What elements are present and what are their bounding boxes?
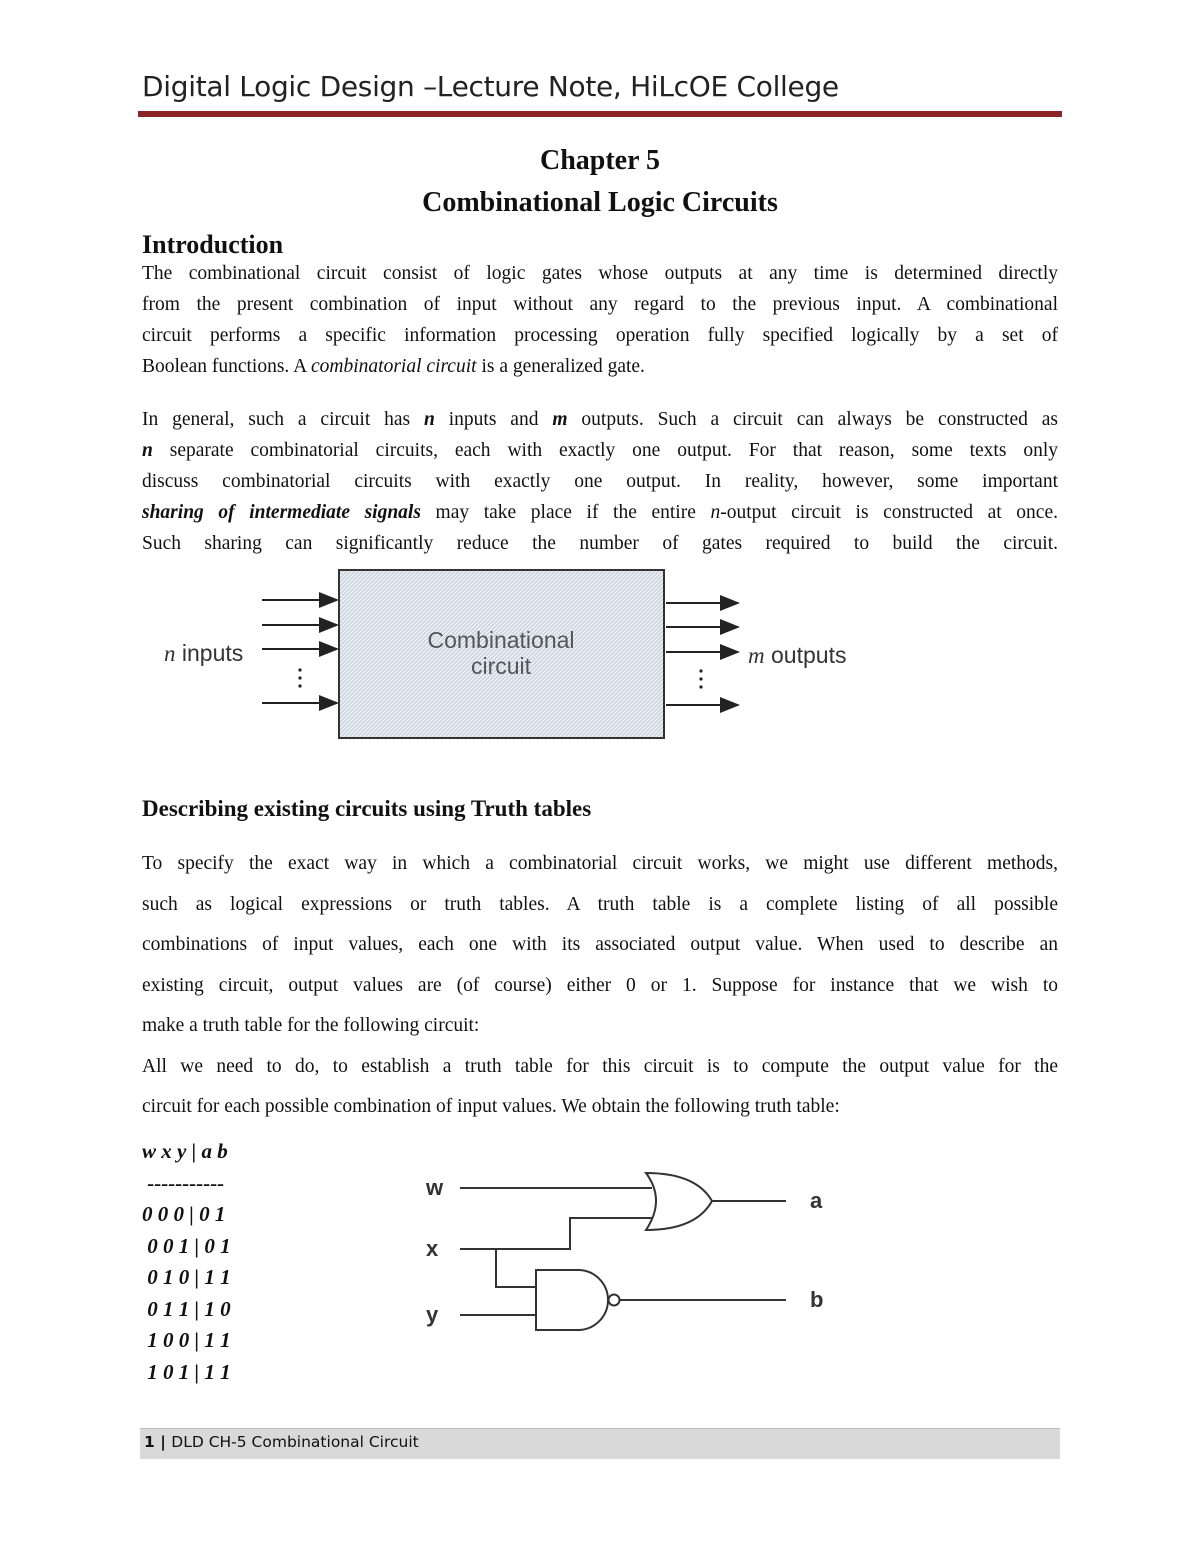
- text-line: [142, 404, 1058, 435]
- outputs-text: outputs: [764, 642, 847, 668]
- outputs-var: m: [748, 643, 765, 668]
- inputs-text: inputs: [175, 640, 244, 666]
- intro-paragraph: [142, 258, 1058, 382]
- text-run: is a generalized gate.: [476, 356, 645, 377]
- var-n: n: [142, 440, 153, 461]
- truth-table-row: 0 0 0 | 0 1: [142, 1202, 226, 1226]
- text-run: inputs and: [434, 409, 553, 430]
- input-label-y: y: [426, 1302, 439, 1327]
- output-ellipsis: [699, 669, 702, 688]
- text-line: [142, 497, 1058, 528]
- box-label-line2: circuit: [470, 653, 532, 679]
- text-line: All we need to do, to establish a truth table for this circuit is to compute the output value for the: [142, 1055, 1058, 1077]
- truth-table: [142, 1136, 231, 1388]
- input-arrows: [262, 600, 337, 703]
- var-m: m: [552, 409, 568, 430]
- footer: [144, 1433, 419, 1451]
- chapter-title: Combinational Logic Circuits: [422, 187, 778, 218]
- nand-bubble: [609, 1295, 620, 1306]
- var-n: n: [424, 409, 435, 430]
- text-line: combinations of input values, each one with its associated output value. When used to describe an: [142, 934, 1058, 955]
- truth-table-row: 0 1 0 | 1 1: [142, 1265, 231, 1289]
- text-run: outputs. Such a circuit can always be constructed as: [567, 409, 1058, 430]
- text-line: circuit performs a specific information processing operation fully specified logically by a set of: [142, 325, 1058, 346]
- output-label-a: a: [810, 1188, 823, 1213]
- header-rule: [138, 111, 1062, 117]
- text-line: To specify the exact way in which a combinatorial circuit works, we might use different methods,: [142, 853, 1058, 874]
- footer-text: DLD CH-5 Combinational Circuit: [171, 1433, 419, 1451]
- or-gate: [646, 1173, 712, 1230]
- text-run: Boolean functions. A: [142, 356, 311, 377]
- truth-table-row: 1 0 0 | 1 1: [142, 1328, 231, 1352]
- text-line: circuit for each possible combination of input values. We obtain the following truth table:: [142, 1096, 840, 1117]
- truth-table-header: w x y | a b: [142, 1139, 228, 1163]
- running-header: Digital Logic Design –Lecture Note, HiLcOE College: [142, 70, 839, 103]
- text-run: may take place if the entire: [420, 502, 711, 523]
- italic-term: combinatorial circuit: [311, 356, 477, 377]
- general-paragraph: [142, 404, 1058, 559]
- combinational-block-diagram: [150, 560, 890, 750]
- truth-tables-heading: Describing existing circuits using Truth tables: [142, 796, 592, 821]
- nand-gate: [536, 1270, 608, 1330]
- input-ellipsis: [298, 668, 301, 687]
- chapter-number: Chapter 5: [539, 145, 661, 176]
- text-line: [142, 351, 1058, 382]
- page-number: 1: [144, 1433, 155, 1451]
- intro-heading: Introduction: [142, 230, 284, 259]
- truth-table-row: 0 1 1 | 1 0: [142, 1296, 231, 1321]
- text-line: make a truth table for the following circuit:: [142, 1015, 480, 1036]
- text-run: In general, such a circuit has: [142, 409, 424, 430]
- var-n: n: [710, 502, 721, 523]
- input-label-w: w: [426, 1175, 444, 1200]
- logic-circuit-diagram: [400, 1150, 870, 1340]
- outputs-label: [748, 642, 846, 668]
- text-line: from the present combination of input without any regard to the previous input. A combinational: [142, 294, 1058, 315]
- text-line: Such sharing can significantly reduce the number of gates required to build the circuit.: [142, 533, 1058, 554]
- output-arrows: [666, 603, 738, 705]
- text-line: such as logical expressions or truth tables. A truth table is a complete listing of all possible: [142, 893, 1058, 915]
- footer-separator: |: [154, 1433, 172, 1451]
- wire-x-to-or: [460, 1218, 654, 1249]
- inputs-label: [164, 640, 243, 666]
- inputs-var: n: [164, 641, 176, 666]
- text-line: existing circuit, output values are (of course) either 0 or 1. Suppose for instance that we wish to: [142, 974, 1058, 996]
- truth-table-row: 0 0 1 | 0 1: [142, 1233, 231, 1258]
- bold-italic-term: sharing of intermediate signals: [142, 502, 421, 523]
- text-run: separate combinatorial circuits, each with exactly one output. For that reason, some texts only: [152, 440, 1058, 461]
- text-line: The combinational circuit consist of logic gates whose outputs at any time is determined directly: [142, 263, 1058, 284]
- truth-table-row: 1 0 1 | 1 1: [142, 1359, 231, 1384]
- truth-table-separator: -----------: [142, 1170, 225, 1195]
- text-line: discuss combinatorial circuits with exactly one output. In reality, however, some important: [142, 471, 1058, 492]
- text-line: [142, 435, 1058, 466]
- truth-paragraph: [142, 844, 1058, 1128]
- box-label-line1: Combinational: [427, 627, 575, 653]
- output-label-b: b: [810, 1287, 824, 1312]
- input-label-x: x: [426, 1236, 439, 1261]
- wire-x-to-nand: [496, 1249, 536, 1287]
- text-run: -output circuit is constructed at once.: [720, 502, 1058, 523]
